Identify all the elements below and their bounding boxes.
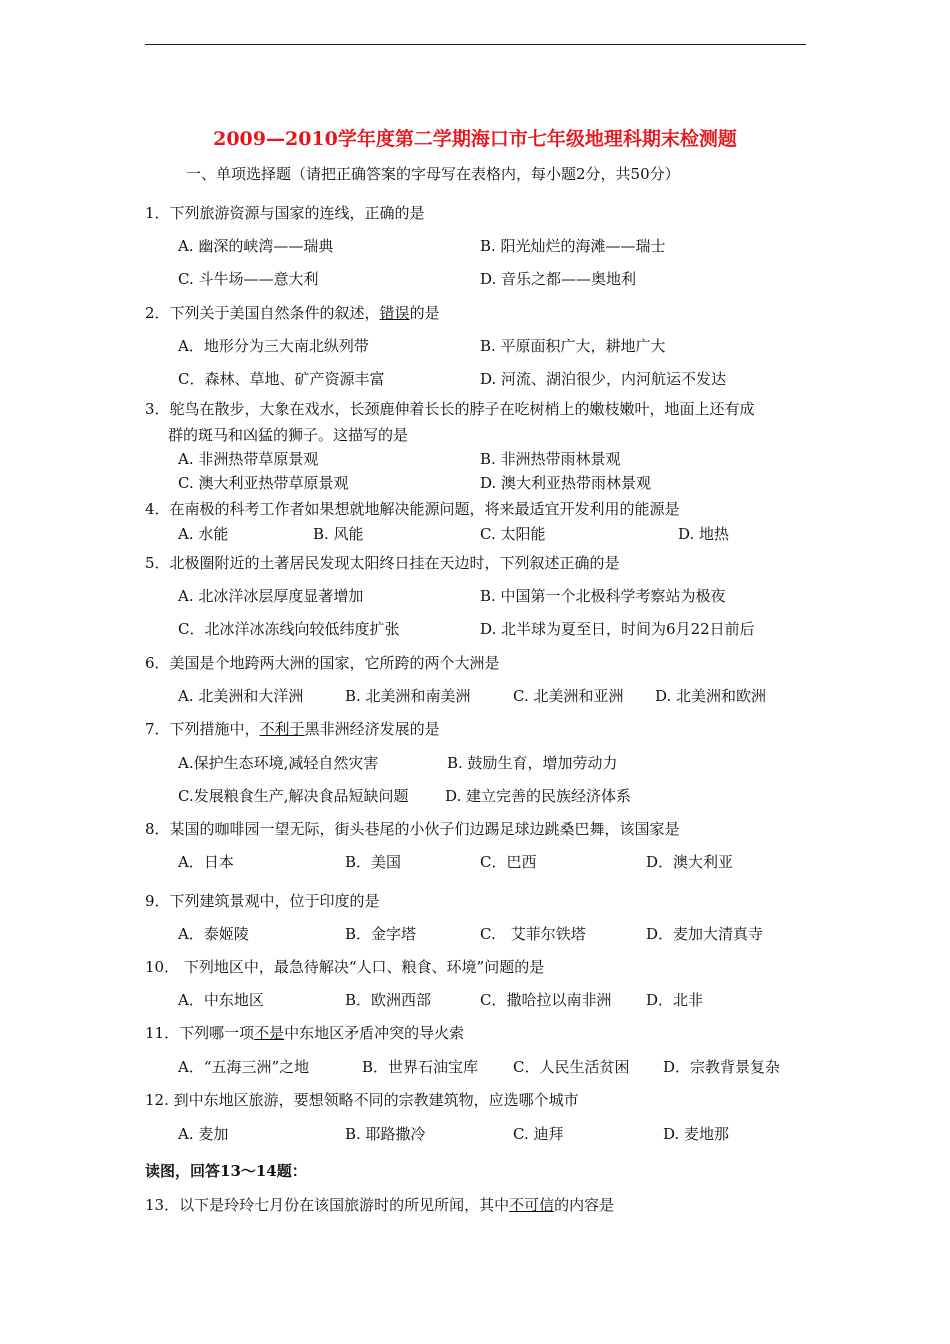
option-5c: C．北冰洋冰冻线向较低纬度扩张 (178, 620, 400, 638)
option-10c: C．撒哈拉以南非洲 (480, 991, 612, 1009)
option-2d: D. 河流、湖泊很少，内河航运不发达 (480, 370, 727, 388)
header-rule (145, 44, 806, 45)
question-8: 8．某国的咖啡园一望无际，街头巷尾的小伙子们边踢足球边跳桑巴舞，该国家是 (145, 820, 680, 838)
page-title: 2009—2010学年度第二学期海口市七年级地理科期末检测题 (213, 128, 737, 150)
section-heading: 一、单项选择题（请把正确答案的字母写在表格内，每小题2分，共50分） (186, 165, 680, 183)
question-4: 4．在南极的科考工作者如果想就地解决能源问题，将来最适宜开发利用的能源是 (145, 500, 680, 518)
underlined-keyword: 不是 (254, 1024, 285, 1042)
question-13: 13．以下是玲玲七月份在该国旅游时的所见所闻，其中不可信的内容是 (145, 1196, 615, 1214)
question-10: 10． 下列地区中，最急待解决“人口、粮食、环境”问题的是 (145, 958, 545, 976)
option-12a: A. 麦加 (178, 1125, 229, 1143)
option-11a: A．“五海三洲”之地 (178, 1058, 310, 1076)
option-1b: B. 阳光灿烂的海滩——瑞士 (480, 237, 666, 255)
option-2c: C．森林、草地、矿产资源丰富 (178, 370, 385, 388)
option-9b: B．金字塔 (345, 925, 417, 943)
option-10a: A．中东地区 (178, 991, 264, 1009)
option-6a: A. 北美洲和大洋洲 (178, 687, 304, 705)
option-4a: A. 水能 (178, 525, 229, 543)
question-6: 6．美国是个地跨两大洲的国家，它所跨的两个大洲是 (145, 654, 500, 672)
option-8b: B．美国 (345, 853, 402, 871)
option-2a: A．地形分为三大南北纵列带 (178, 337, 369, 355)
option-3b: B. 非洲热带雨林景观 (480, 450, 621, 468)
option-9d: D．麦加大清真寺 (646, 925, 764, 943)
option-1c: C. 斗牛场——意大利 (178, 270, 319, 288)
option-7a: A.保护生态环境,减轻自然灾害 (178, 754, 379, 772)
read-map-instruction: 读图，回答13～14题： (145, 1162, 307, 1180)
option-11d: D．宗教背景复杂 (663, 1058, 781, 1076)
option-8c: C．巴西 (480, 853, 537, 871)
question-3-continued: 群的斑马和凶猛的狮子。这描写的是 (168, 426, 409, 444)
option-9c: C. 艾菲尔铁塔 (480, 925, 586, 943)
option-7c: C.发展粮食生产,解决食品短缺问题 (178, 787, 409, 805)
option-6c: C. 北美洲和亚洲 (513, 687, 624, 705)
underlined-keyword: 错误 (379, 304, 410, 322)
question-5: 5．北极圈附近的土著居民发现太阳终日挂在天边时，下列叙述正确的是 (145, 554, 620, 572)
option-1a: A. 幽深的峡湾——瑞典 (178, 237, 334, 255)
option-4c: C. 太阳能 (480, 525, 546, 543)
option-11c: C．人民生活贫困 (513, 1058, 630, 1076)
option-3a: A. 非洲热带草原景观 (178, 450, 319, 468)
option-8d: D．澳大利亚 (646, 853, 734, 871)
question-11: 11．下列哪一项不是中东地区矛盾冲突的导火索 (145, 1024, 465, 1042)
question-1: 1．下列旅游资源与国家的连线，正确的是 (145, 204, 425, 222)
question-2: 2．下列关于美国自然条件的叙述，错误的是 (145, 304, 440, 322)
question-12: 12. 到中东地区旅游，要想领略不同的宗教建筑物，应选哪个城市 (145, 1091, 579, 1109)
option-12d: D. 麦地那 (663, 1125, 730, 1143)
option-4b: B. 风能 (313, 525, 364, 543)
option-11b: B．世界石油宝库 (362, 1058, 479, 1076)
option-12b: B. 耶路撒冷 (345, 1125, 426, 1143)
option-2b: B. 平原面积广大，耕地广大 (480, 337, 666, 355)
option-9a: A．泰姬陵 (178, 925, 249, 943)
option-5d: D. 北半球为夏至日，时间为6月22日前后 (480, 620, 755, 638)
underlined-keyword: 不利于 (259, 720, 305, 738)
option-5a: A. 北冰洋冰层厚度显著增加 (178, 587, 364, 605)
question-7: 7．下列措施中，不利于黑非洲经济发展的是 (145, 720, 440, 738)
underlined-keyword: 不可信 (509, 1196, 555, 1214)
option-8a: A．日本 (178, 853, 234, 871)
option-12c: C. 迪拜 (513, 1125, 564, 1143)
option-7b: B. 鼓励生育，增加劳动力 (447, 754, 618, 772)
option-6d: D. 北美洲和欧洲 (655, 687, 767, 705)
option-10d: D．北非 (646, 991, 704, 1009)
option-10b: B．欧洲西部 (345, 991, 432, 1009)
option-3d: D. 澳大利亚热带雨林景观 (480, 474, 652, 492)
option-5b: B. 中国第一个北极科学考察站为极夜 (480, 587, 726, 605)
option-7d: D. 建立完善的民族经济体系 (445, 787, 632, 805)
option-3c: C. 澳大利亚热带草原景观 (178, 474, 349, 492)
question-9: 9．下列建筑景观中，位于印度的是 (145, 892, 380, 910)
question-3: 3．鸵鸟在散步，大象在戏水，长颈鹿伸着长长的脖子在吃树梢上的嫩枝嫩叶，地面上还有成 (145, 400, 755, 418)
option-1d: D. 音乐之都——奥地利 (480, 270, 637, 288)
option-4d: D. 地热 (678, 525, 730, 543)
option-6b: B. 北美洲和南美洲 (345, 687, 471, 705)
